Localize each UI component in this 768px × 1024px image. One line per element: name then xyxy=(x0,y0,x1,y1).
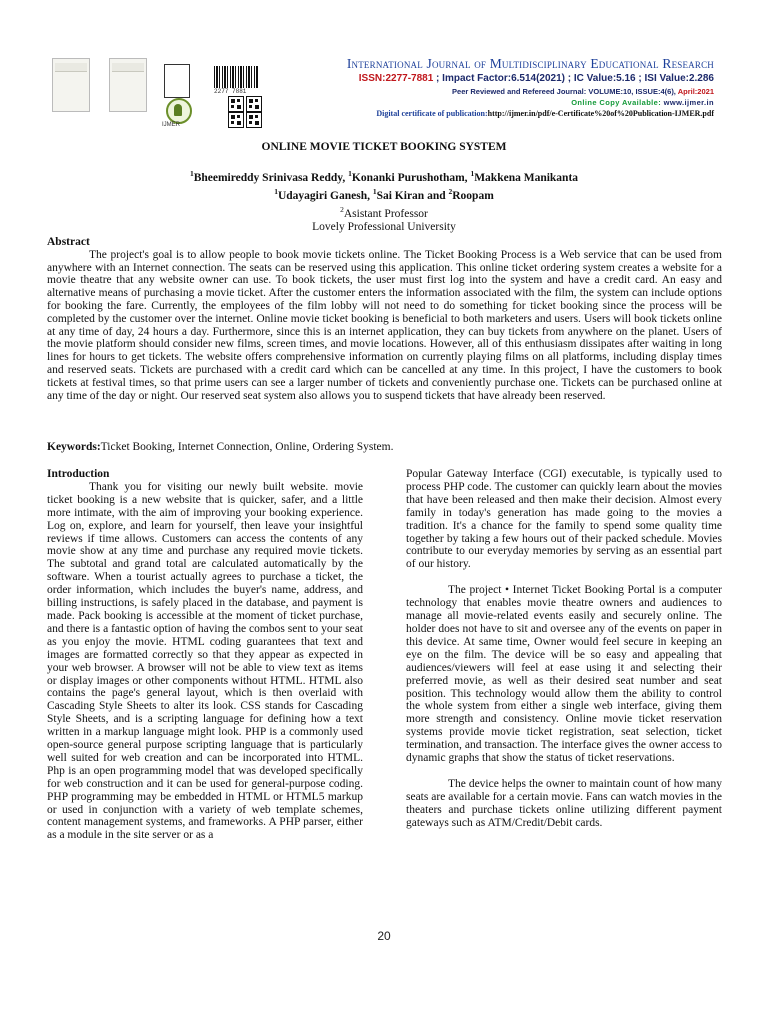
author-name: Makkena Manikanta xyxy=(474,171,579,184)
university: Lovely Professional University xyxy=(312,221,456,234)
issue-date: April:2021 xyxy=(677,87,714,96)
barcode-number: 2277 7881 xyxy=(214,88,247,95)
qr-code-icon xyxy=(228,96,244,112)
seal-label: IJMER xyxy=(162,122,180,128)
introduction-paragraph: The project • Internet Ticket Booking Portal is a computer technology that enables movie theatre owners and audiences to manage all movie-related events easily and securely online. The holder does not have to sit and oversee any of the events on paper in this device. At same time, Owner would feel secure in keeping an eye on the film. The device will be so easy and appealing that audiences/viewers will feel at ease using it and selecting their preferred movie, as well as their desired seat number and seat position. This technology would allow them the ability to control the whole system from either a single web interface, giving them more strength and consistency. Online movie ticket reservation systems provide movie ticket registration, seat selection, ticket termination, and transaction. The interface gives the owner access to dynamic graphs that show the status of ticket reservations. xyxy=(406,584,722,765)
ic-value: IC Value:5.16 xyxy=(573,73,636,84)
impact-factor: Impact Factor:6.514(2021) xyxy=(442,73,566,84)
paper-title: ONLINE MOVIE TICKET BOOKING SYSTEM xyxy=(261,141,507,153)
author-name: Sai Kiran and xyxy=(376,189,449,202)
peer-review-line xyxy=(347,87,714,96)
affiliation-sup: 2 xyxy=(340,204,344,214)
affiliation-role xyxy=(48,203,720,221)
author-sup: 2 xyxy=(448,186,453,196)
journal-title: International Journal of Multidisciplinary Educational Research xyxy=(346,56,714,71)
qr-code-icon xyxy=(228,112,244,128)
introduction-paragraph: Thank you for visiting our newly built website. movie ticket booking is a new website that is quicker, safer, and a little more intimate, with the aim of improving your booking experience. Log on, explore, and learn for yourself, then leave your insightful reviews if time allows. Customers can access the contents of any movie show at any time and purchase any required movie tickets. The subtotal and grand total are calculated automatically by the software. When a tourist actually agrees to purchase a ticket, the order information, which includes the buyer's name, address, and billing instructions, is safely placed in the database, and payment is made. Pack booking is accessible at the moment of ticket purchase, and there is a fantastic option of having the combos sent to your seat as you enjoy the movie. HTML coding guarantees that text and images are formatted correctly so that they appear as expected in your web browser. A browser will not be able to view text as items or display images or other components without HTML. HTML also contains the page's general layout, which is then overlaid with Cascading Style Sheets to alter its look. CSS stands for Cascading Style Sheets, and is a scripting language for defining how a text written in a markup language might look. PHP is a commonly used open-source general purpose scripting language that is particularly well suited for web creation and can be incorporated into HTML. Php is an open programming model that was developed specifically for web construction and it can be used for general-purpose coding. PHP programming may be embedded in HTML or HTML5 markup or used in conjunction with a variety of web template schemes, content management systems, and frameworks. A PHP parser, either as a module in the site server or as a xyxy=(47,480,363,842)
author-name: Bheemireddy Srinivasa Reddy, xyxy=(193,171,349,184)
issn-line: ISSN:2277-7881 ; Impact Factor:6.514(2021) ; IC Value:5.16 ; ISI Value:2.286 xyxy=(358,73,714,84)
introduction-paragraph: Popular Gateway Interface (CGI) executable, is typically used to process PHP code. The customer can quickly learn about the movies that have been released and then make their decision. Almost every family in today's generation has made going to the movies a tradition. It's a chance for the family to spend some quality time together by taking a few hours out of their packed schedule. Movies contribute to our everyday memories by serving as an essential part of our history. xyxy=(406,468,722,571)
left-column xyxy=(47,468,363,842)
journal-header xyxy=(48,54,720,128)
issn: ISSN:2277-7881 xyxy=(358,73,434,84)
title-block xyxy=(48,141,720,234)
author-name: Udayagiri Ganesh, xyxy=(277,189,373,202)
abstract-section xyxy=(47,236,722,402)
certificate-url-link[interactable]: http://ijmer.in/pdf/e-Certificate%20of%20Publication-IJMER.pdf xyxy=(487,109,714,118)
keywords-line xyxy=(47,441,722,453)
volume: VOLUME:10, xyxy=(588,87,634,96)
author-line-2 xyxy=(48,185,720,203)
barcode-icon xyxy=(214,66,258,88)
qr-code-icon xyxy=(246,112,262,128)
journal-logo-icon xyxy=(164,64,190,98)
author-sup: 1 xyxy=(348,169,352,178)
right-column xyxy=(406,468,722,830)
journal-info xyxy=(347,56,714,118)
introduction-paragraph: The device helps the owner to maintain count of how many seats are available for a certain movie. Fans can watch movies in the theaters and purchase tickets online utilizing different payment gateways such as ATM/Credit/Debit cards. xyxy=(406,777,722,829)
page-number: 20 xyxy=(377,929,391,943)
author-sup: 1 xyxy=(372,186,377,196)
certificate-label: Digital certificate of publication: xyxy=(376,109,488,118)
issue: ISSUE:4(6), xyxy=(635,87,676,96)
ijmer-seal-icon xyxy=(166,98,192,124)
author-line-1 xyxy=(48,167,720,185)
online-copy-line xyxy=(347,98,714,107)
peer-prefix: Peer Reviewed and Refereed Journal: xyxy=(452,87,587,96)
qr-code-icon xyxy=(246,96,262,112)
journal-cover-image xyxy=(109,58,147,112)
journal-cover-image xyxy=(52,58,90,112)
abstract-body: The project's goal is to allow people to book movie tickets online. The Ticket Booking Process is a Web service that can be used from anywhere with an Internet connection. The seats can be reserved using this application. This online ticket ordering system creates a website for a movie theatre that any website owner can use. To book tickets, the user must first log into the system and have a credit card. An easy and alternative means of purchasing a movie ticket. After the customer enters the information associated with the film, the system can include options for booking the fare. Currently, the employees of the film lobby will not need to do something for ticket booking since the process will be completed by the customer over the internet. Online movie ticket booking is beneficial to both marketers and users. Users will book tickets online at any time of day, 24 hours a day. Furthermore, since this is an internet application, they can buy tickets from anywhere on the planet. Users of the movie platform should consider new films, screen times, and movie locations. However, all of this enthusiasm dissipates after waiting in long lines for hours to get tickets. The website offers comprehensive information on currently playing films on all platforms, including display times and reserved seats. Tickets are purchased with a credit card which can be cancelled at any time. In this project, I have the customers to book tickets at festival times, so that prime users can see a larger number of tickets and conveniently purchase one. Tickets can be purchased online at any time of the day or night. Our reserved seat system also allows you to suspend tickets that have already been reserved. xyxy=(47,248,722,402)
certificate-line xyxy=(347,109,714,118)
keywords-text: Ticket Booking, Internet Connection, Online, Ordering System. xyxy=(100,441,394,453)
abstract-heading: Abstract xyxy=(47,236,90,248)
author-sup: 1 xyxy=(189,169,194,178)
author-name: Roopam xyxy=(452,189,494,202)
online-copy-label: Online Copy Available: xyxy=(571,98,662,107)
author-name: Konanki Purushotham, xyxy=(351,171,471,184)
keywords-label: Keywords: xyxy=(47,441,101,453)
introduction-heading: Introduction xyxy=(47,468,110,480)
isi-value: ISI Value:2.286 xyxy=(644,73,714,84)
affiliation-role-text: Asistant Professor xyxy=(343,207,428,220)
author-sup: 1 xyxy=(470,169,475,178)
journal-url-link[interactable]: www.ijmer.in xyxy=(663,98,714,107)
author-sup: 1 xyxy=(274,186,278,196)
